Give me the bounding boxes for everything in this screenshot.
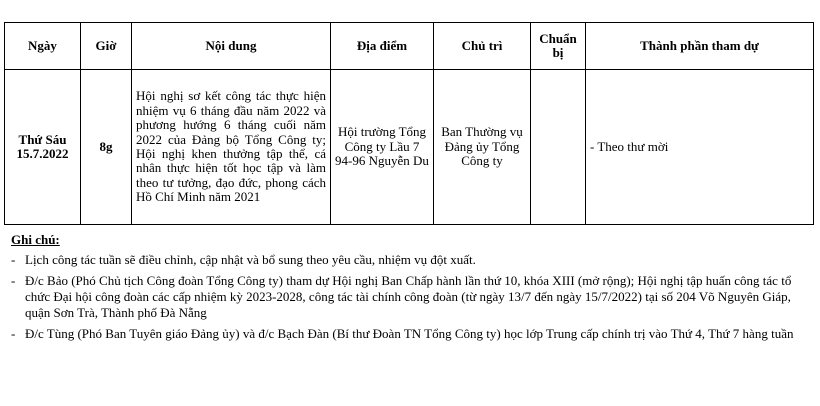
cell-prepare [531,70,586,225]
table-row [5,70,814,225]
header-row [5,23,814,70]
header-place: Địa điểm [331,23,434,70]
note-text: Lịch công tác tuần sẽ điều chỉnh, cập nhật và bổ sung theo yêu cầu, nhiệm vụ đột xuất. [25,252,476,267]
note-text: Đ/c Tùng (Phó Ban Tuyên giáo Đảng ủy) và đ/c Bạch Đàn (Bí thư Đoàn TN Tổng Công ty) học lớp Trung cấp chính trị vào Thứ 4, Thứ 7 hàng tuần [25,326,794,341]
header-content: Nội dung [132,23,331,70]
header-prepare-line1: Chuẩn [539,30,577,46]
cell-day-name: Thứ Sáu [18,131,67,147]
header-prepare-line2: bị [552,45,564,60]
note-bullet: - [11,326,16,341]
note-bullet: - [11,273,16,288]
notes-title: Ghi chú: [11,232,60,247]
header-time: Giờ [81,23,132,70]
cell-date [5,70,81,225]
cell-time: 8g [81,70,132,225]
note-item [11,252,801,268]
note-item [11,326,801,342]
header-chair: Chủ trì [434,23,531,70]
schedule-table [4,22,814,225]
note-item [11,273,801,321]
cell-date-value: 15.7.2022 [16,146,69,161]
note-text: Đ/c Bảo (Phó Chủ tịch Công đoàn Tổng Công ty) tham dự Hội nghị Ban Chấp hành lần thứ 10, khóa XIII (mở rộng); Hội nghị tập huấn công tác tổ chức Đại hội công đoàn các cấp nhiệm kỳ 2023-2028, công tác tài chính công đoàn (từ ngày 13/7 đến ngày 15/7/2022) tại số 204 Võ Nguyên Giáp, quận Sơn Trà, Thành phố Đà Nẵng [25,273,792,320]
header-attendees: Thành phần tham dự [586,23,814,70]
header-prepare [531,23,586,70]
header-date: Ngày [5,23,81,70]
cell-attendees: - Theo thư mời [586,70,814,225]
cell-content: Hội nghị sơ kết công tác thực hiện nhiệm vụ 6 tháng đầu năm 2022 và phương hướng 6 tháng cuối năm 2022 của Đảng bộ Tổng Công ty; Hội nghị khen thưởng tập thể, cá nhân thực hiện tốt học tập và làm theo tư tưởng, đạo đức, phong cách Hồ Chí Minh năm 2021 [132,70,331,225]
cell-chair: Ban Thường vụ Đảng ủy Tổng Công ty [434,70,531,225]
notes-section [11,232,801,347]
note-bullet: - [11,252,16,267]
cell-place: Hội trường Tổng Công ty Lầu 7 94-96 Nguyễn Du [331,70,434,225]
